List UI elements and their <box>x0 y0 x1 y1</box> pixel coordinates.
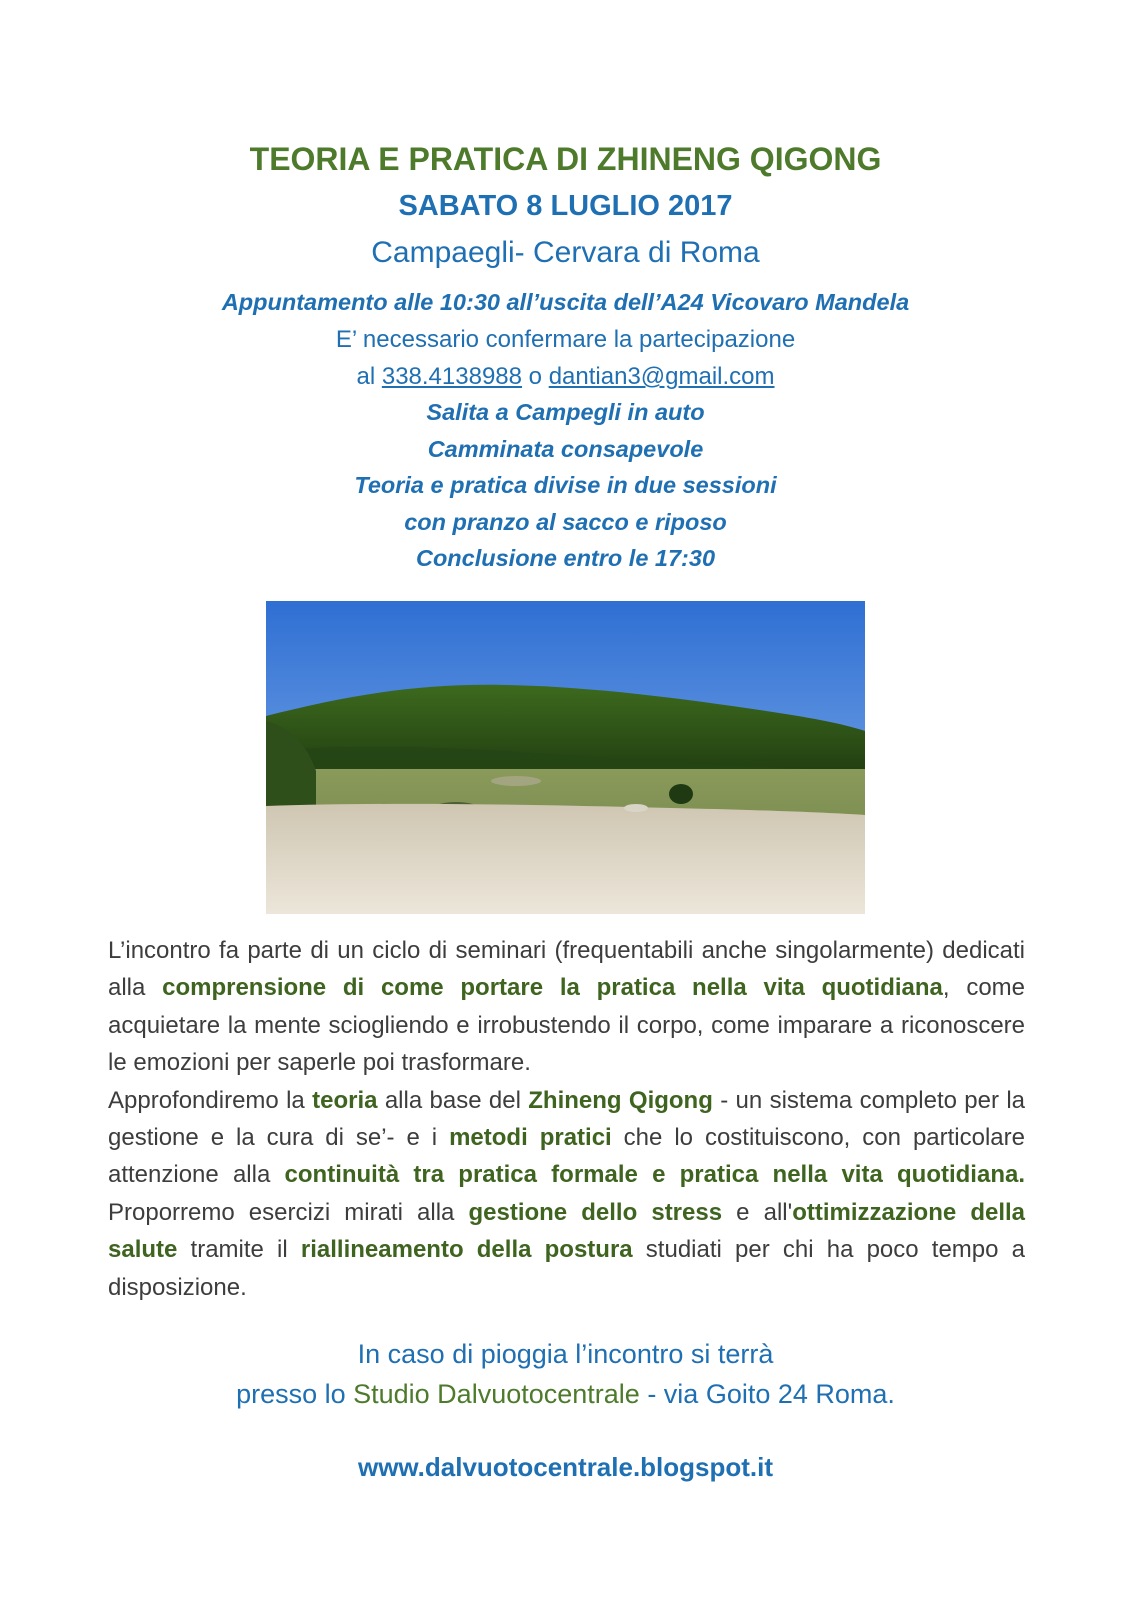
rain-notice-line-2: presso lo Studio Dalvuotocentrale - via Goito 24 Roma. <box>236 1379 895 1409</box>
confirm-line: E’ necessario confermare la partecipazione <box>335 326 796 353</box>
contact-line <box>0 363 1131 391</box>
program-item: con pranzo al sacco e riposo <box>404 509 727 535</box>
studio-name: Studio Dalvuotocentrale <box>353 1379 640 1409</box>
program-item: Conclusione entro le 17:30 <box>415 545 716 571</box>
contact-prefix: al <box>356 363 376 390</box>
event-date: SABATO 8 LUGLIO 2017 <box>398 190 733 222</box>
email-link[interactable]: dantian3@gmail.com <box>548 363 775 390</box>
landscape-photo <box>266 601 865 914</box>
event-location: Campaegli- Cervara di Roma <box>371 236 760 269</box>
event-title: TEORIA E PRATICA DI ZHINENG QIGONG <box>249 141 882 177</box>
description-paragraph-2: Approfondiremo la teoria alla base del Zhineng Qigong - un sistema completo per la gestione e la cura di se’- e i metodi pratici che lo costituiscono, con particolare attenzione alla continuità tra pratica formale e pratica nella vita quotidiana. Proporremo esercizi mirati alla gestione dello stress e all'ottimizzazione della salute tramite il riallineamento della postura studiati per chi ha poco tempo a disposizione. <box>108 1086 1026 1301</box>
rain-notice-line-1: In caso di pioggia l’incontro si terrà <box>357 1339 774 1369</box>
website-link[interactable]: www.dalvuotocentrale.blogspot.it <box>357 1452 774 1482</box>
phone-link[interactable]: 338.4138988 <box>381 363 522 390</box>
program-item: Camminata consapevole <box>427 436 704 462</box>
description-paragraph-1: L’incontro fa parte di un ciclo di seminari (frequentabili anche singolarmente) dedicati alla comprensione di come portare la pratica nella vita quotidiana, come acquietare la mente sciogliendo e irrobustendo il corpo, come imparare a riconoscere le emozioni per saperle poi trasformare. <box>108 937 1026 1077</box>
program-item: Teoria e pratica divise in due sessioni <box>354 472 777 498</box>
contact-separator: o <box>528 363 543 390</box>
appointment-line: Appuntamento alle 10:30 all’uscita dell’A24 Vicovaro Mandela <box>221 289 910 315</box>
description-text <box>108 932 1025 1306</box>
program-item: Salita a Campegli in auto <box>426 399 705 425</box>
